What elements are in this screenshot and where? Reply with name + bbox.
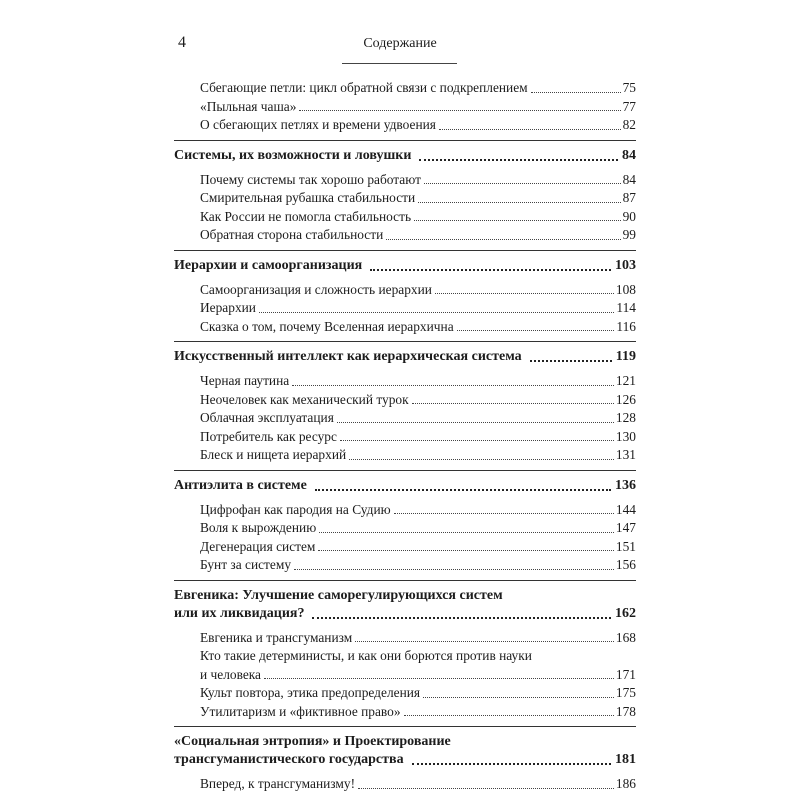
toc-entry-page: 147 <box>615 520 636 535</box>
toc-entry-page: 75 <box>622 80 636 95</box>
toc-entry-page: 168 <box>615 629 636 645</box>
toc-entry-title: Почему системы так хорошо работают <box>200 171 421 187</box>
toc-entry-page: 151 <box>615 538 636 554</box>
toc-chapter-page: 136 <box>615 477 636 493</box>
toc-entry-page: 128 <box>615 410 636 425</box>
toc-chapter-page: 119 <box>615 349 636 364</box>
toc-chapter-items <box>174 372 636 465</box>
toc-entry-page: 87 <box>622 190 636 205</box>
toc-entry-page: 108 <box>615 281 636 297</box>
toc-entry[interactable] <box>200 775 636 794</box>
dot-leader <box>355 641 614 642</box>
dot-leader <box>299 110 620 111</box>
dot-leader <box>370 269 611 271</box>
toc-entry[interactable] <box>200 684 636 703</box>
page-number: 4 <box>178 34 186 51</box>
dot-leader <box>531 92 621 93</box>
toc-entry-page: 130 <box>615 428 636 444</box>
toc-entry-title-line1: Кто такие детерминисты, и как они борются против науки <box>200 648 532 663</box>
toc-entry-title: Самоорганизация и сложность иерархии <box>200 281 432 297</box>
toc-chapter-page: 103 <box>615 257 636 273</box>
toc-entry-title: Евгеника и трансгуманизм <box>200 629 353 645</box>
dot-leader <box>439 129 621 130</box>
toc-chapter-title: Антиэлита в системе <box>174 477 307 493</box>
toc-entry[interactable] <box>200 538 636 557</box>
dot-leader <box>292 385 614 386</box>
toc-entry[interactable] <box>200 556 636 575</box>
toc-entry-page: 82 <box>622 117 636 132</box>
toc-entry-page: 116 <box>616 318 636 334</box>
dot-leader <box>435 293 614 294</box>
toc-chapter-page: 84 <box>622 147 636 163</box>
toc-entry[interactable] <box>200 629 636 648</box>
dot-leader <box>319 532 614 533</box>
toc-chapter-items <box>174 775 636 794</box>
toc-entry-page: 90 <box>622 208 636 224</box>
dot-leader <box>386 239 620 240</box>
toc-entry-title: «Пыльная чаша» <box>200 98 297 114</box>
toc-entry-title: Как России не помогла стабильность <box>200 208 412 224</box>
toc-entry[interactable] <box>200 647 636 684</box>
table-of-contents <box>174 79 636 794</box>
toc-entry[interactable] <box>200 446 636 465</box>
toc-entry[interactable] <box>200 501 636 520</box>
dot-leader <box>423 697 614 698</box>
dot-leader <box>318 550 613 551</box>
toc-entry-title: Бунт за систему <box>200 557 292 572</box>
toc-chapter[interactable] <box>174 348 636 366</box>
toc-entry-title: Потребитель как ресурс <box>200 428 337 444</box>
toc-entry[interactable] <box>200 226 636 245</box>
toc-entry-page: 131 <box>615 447 636 462</box>
toc-entry-page: 114 <box>616 300 636 315</box>
toc-chapter[interactable] <box>174 477 636 495</box>
toc-entry-title: Обратная сторона стабильности <box>200 227 384 242</box>
toc-entry[interactable] <box>200 189 636 208</box>
toc-entry-title: Сказка о том, почему Вселенная иерархична <box>200 318 454 334</box>
dot-leader <box>419 159 618 161</box>
dot-leader <box>412 763 611 765</box>
toc-entry-page: 171 <box>615 666 636 682</box>
toc-entry[interactable] <box>200 299 636 318</box>
toc-entry[interactable] <box>200 428 636 447</box>
toc-entry-title: Блеск и нищета иерархий <box>200 447 347 462</box>
toc-entry-page: 126 <box>615 391 636 407</box>
dot-leader <box>418 202 620 203</box>
dot-leader <box>394 513 614 514</box>
toc-entry-title: Неочеловек как механический турок <box>200 391 409 407</box>
dot-leader <box>412 403 614 404</box>
toc-entry[interactable] <box>200 281 636 300</box>
dot-leader <box>530 360 612 362</box>
dot-leader <box>264 678 614 679</box>
toc-entry-page: 77 <box>622 98 636 114</box>
toc-section-continued <box>174 79 636 135</box>
dot-leader <box>312 617 611 619</box>
toc-chapter-page: 181 <box>615 752 636 767</box>
dot-leader <box>259 312 614 313</box>
toc-chapter-title-line2: или их ликвидация? <box>174 605 305 621</box>
toc-chapter[interactable] <box>174 257 636 275</box>
dot-leader <box>349 459 614 460</box>
toc-entry[interactable] <box>200 519 636 538</box>
toc-entry-title: Воля к вырождению <box>200 520 317 535</box>
toc-chapter-title-line1: Евгеника: Улучшение саморегулирующихся систем <box>174 587 503 603</box>
toc-entry-page: 84 <box>622 171 636 187</box>
toc-entry-title: Черная паутина <box>200 373 290 388</box>
dot-leader <box>424 183 621 184</box>
toc-entry-page: 178 <box>615 703 636 719</box>
toc-chapter[interactable] <box>174 147 636 165</box>
dot-leader <box>414 220 621 221</box>
toc-entry-title: Облачная эксплуатация <box>200 410 334 425</box>
running-head: Содержание <box>363 36 437 51</box>
dot-leader <box>358 788 614 789</box>
toc-entry[interactable] <box>200 372 636 391</box>
toc-entry[interactable] <box>200 79 636 98</box>
toc-entry-page: 175 <box>615 685 636 700</box>
toc-entry[interactable] <box>200 409 636 428</box>
toc-entry-page: 156 <box>615 557 636 572</box>
dot-leader <box>340 440 614 441</box>
toc-entry[interactable] <box>200 391 636 410</box>
toc-chapter-title: Искусственный интеллект как иерархическая система <box>174 349 522 364</box>
toc-entry-title: Сбегающие петли: цикл обратной связи с подкреплением <box>200 80 528 95</box>
dot-leader <box>404 715 614 716</box>
toc-entry-title: Дегенерация систем <box>200 538 316 554</box>
toc-chapter-items <box>174 171 636 245</box>
toc-chapter-title: Системы, их возможности и ловушки <box>174 147 412 163</box>
toc-entry[interactable] <box>200 116 636 135</box>
toc-entry-title-line2: и человека <box>200 666 262 682</box>
dot-leader <box>315 489 611 491</box>
toc-entry-title: Утилитаризм и «фиктивное право» <box>200 703 401 719</box>
toc-chapter-items <box>174 281 636 337</box>
toc-entry[interactable] <box>200 318 636 337</box>
toc-chapter-title: Иерархии и самоорганизация <box>174 257 363 273</box>
dot-leader <box>457 330 615 331</box>
toc-entry-page: 144 <box>615 501 636 517</box>
toc-entry-title: Смирительная рубашка стабильности <box>200 190 416 205</box>
running-head-rule <box>342 63 457 64</box>
toc-entry-page: 99 <box>622 227 636 242</box>
toc-chapter-items <box>174 629 636 722</box>
dot-leader <box>294 569 614 570</box>
toc-entry[interactable] <box>200 98 636 117</box>
toc-chapter-title-line2: трансгуманистического государства <box>174 752 404 767</box>
toc-chapter-page: 162 <box>615 605 636 621</box>
toc-entry-page: 186 <box>615 776 636 791</box>
toc-entry-title: О сбегающих петлях и времени удвоения <box>200 117 436 132</box>
toc-entry-title: Вперед, к трансгуманизму! <box>200 776 356 791</box>
toc-entry[interactable] <box>200 703 636 722</box>
toc-entry-title: Цифрофан как пародия на Судию <box>200 501 391 517</box>
toc-entry-title: Культ повтора, этика предопределения <box>200 685 421 700</box>
toc-entry[interactable] <box>200 171 636 190</box>
toc-chapter-title-line1: «Социальная энтропия» и Проектирование <box>174 734 451 749</box>
toc-entry-page: 121 <box>615 373 636 388</box>
toc-chapter[interactable] <box>174 733 636 769</box>
toc-chapter-items <box>174 501 636 575</box>
dot-leader <box>337 422 614 423</box>
toc-entry-title: Иерархии <box>200 300 256 315</box>
toc-entry[interactable] <box>200 208 636 227</box>
toc-chapter[interactable] <box>174 587 636 623</box>
